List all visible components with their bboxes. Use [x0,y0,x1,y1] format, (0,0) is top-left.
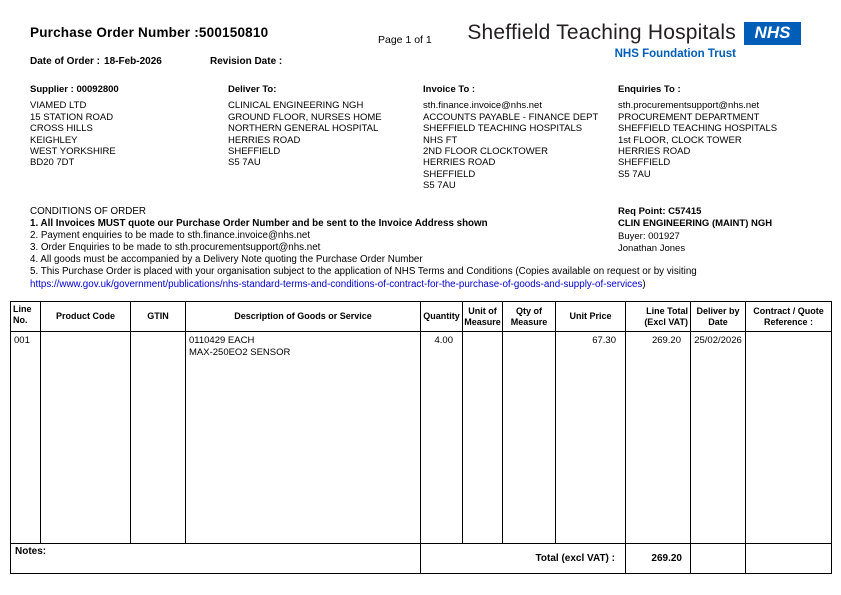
col-header-line-no: Line No. [11,302,41,332]
address-line: 2ND FLOOR CLOCKTOWER [423,146,548,158]
footer-empty-cell [691,544,746,574]
order-lines-table [10,301,832,574]
nhs-terms-link[interactable]: https://www.gov.uk/government/publications/nhs-standard-terms-and-conditions-of-contract-for-the-purchase-of-goods-and-supply-of-services [30,278,643,290]
enquiries-to-label: Enquiries To : [618,84,681,95]
nhs-logo-icon: NHS [744,22,801,45]
col-header-unit-price: Unit Price [556,302,626,332]
org-subtitle: NHS Foundation Trust [614,48,736,60]
address-line: 15 STATION ROAD [30,111,114,123]
address-line: GROUND FLOOR, NURSES HOME [228,111,382,123]
col-header-quantity: Quantity [421,302,463,332]
cell-qty-of-measure [503,332,556,544]
address-line: PROCUREMENT DEPARTMENT [618,111,760,123]
cell-line-total: 269.20 [626,332,691,544]
buyer-name: Jonathan Jones [618,243,686,255]
deliver-to-address-block [228,84,382,169]
link-suffix: ) [642,278,646,290]
table-footer-row [11,544,832,574]
cell-product-code [41,332,131,544]
condition-line-1: 1. All Invoices MUST quote our Purchase Order Number and be sent to the Invoice Address shown [30,218,488,230]
order-date-value: 18-Feb-2026 [104,56,162,67]
requisition-block [618,206,772,256]
address-line: SHEFFIELD TEACHING HOSPITALS [423,123,583,135]
col-header-description: Description of Goods or Service [186,302,421,332]
buyer-id: Buyer: 001927 [618,230,680,242]
address-line: HERRIES ROAD [423,157,496,169]
address-line: CROSS HILLS [30,123,93,135]
org-logo-block [467,21,801,60]
cell-gtin [131,332,186,544]
condition-line-5: 5. This Purchase Order is placed with your organisation subject to the application of NHS Terms and Conditions (Copies available on request or by visiting [30,266,697,278]
address-line: CLINICAL ENGINEERING NGH [228,100,364,112]
col-header-line-total: Line Total (Excl VAT) [626,302,691,332]
address-line: S5 7AU [423,180,456,192]
col-header-gtin: GTIN [131,302,186,332]
conditions-of-order [30,206,697,291]
invoice-to-label: Invoice To : [423,84,476,95]
address-line: NHS FT [423,134,458,146]
table-header-row [11,302,832,332]
col-header-contract-ref: Contract / Quote Reference : [746,302,832,332]
cell-quantity: 4.00 [421,332,463,544]
total-excl-vat-label: Total (excl VAT) : [421,544,626,574]
invoice-to-address-block [423,84,598,192]
col-header-deliver-by: Deliver by Date [691,302,746,332]
notes-label: Notes: [11,544,421,574]
description-line: 0110429 EACH [189,335,255,346]
condition-line-3: 3. Order Enquiries to be made to sth.procurementsupport@nhs.net [30,242,321,254]
col-header-unit-of-measure: Unit of Measure [463,302,503,332]
col-header-product-code: Product Code [41,302,131,332]
cell-deliver-by: 25/02/2026 [691,332,746,544]
address-line: KEIGHLEY [30,134,78,146]
address-line: SHEFFIELD [228,146,281,158]
address-line: WEST YORKSHIRE [30,146,116,158]
table-row [11,332,832,544]
req-department: CLIN ENGINEERING (MAINT) NGH [618,218,773,230]
cell-description [186,332,421,544]
cell-contract-ref [746,332,832,544]
supplier-code: 00092800 [76,84,119,95]
cell-unit-of-measure [463,332,503,544]
condition-line-4: 4. All goods must be accompanied by a Delivery Note quoting the Purchase Order Number [30,254,423,266]
address-line: VIAMED LTD [30,100,87,112]
revision-date-label: Revision Date : [210,56,283,67]
address-line: SHEFFIELD [618,157,671,169]
order-date [30,56,162,67]
condition-link-line [30,279,697,291]
col-header-qty-of-measure: Qty of Measure [503,302,556,332]
supplier-label [30,84,119,95]
address-line: sth.procurementsupport@nhs.net [618,100,760,112]
condition-line-2: 2. Payment enquiries to be made to sth.finance.invoice@nhs.net [30,230,311,242]
address-line: S5 7AU [618,168,651,180]
supplier-label-text: Supplier : [30,84,74,95]
address-line: BD20 7DT [30,157,75,169]
description-line: MAX-250EO2 SENSOR [189,346,291,358]
address-line: HERRIES ROAD [228,134,301,146]
page-indicator: Page 1 of 1 [378,34,432,46]
address-line: 1st FLOOR, CLOCK TOWER [618,134,742,146]
address-line: S5 7AU [228,157,261,169]
cell-unit-price: 67.30 [556,332,626,544]
supplier-address-block [30,84,119,169]
address-line: NORTHERN GENERAL HOSPITAL [228,123,379,135]
address-line: SHEFFIELD TEACHING HOSPITALS [618,123,778,135]
order-date-label: Date of Order : [30,56,101,67]
address-line: SHEFFIELD [423,168,476,180]
po-number-label: Purchase Order Number : [30,25,199,40]
footer-empty-cell [746,544,832,574]
cell-line-no: 001 [11,332,41,544]
po-number-value: 500150810 [198,25,269,40]
total-excl-vat-value: 269.20 [626,544,691,574]
org-name: Sheffield Teaching Hospitals [467,21,736,44]
conditions-title: CONDITIONS OF ORDER [30,206,146,217]
req-point: Req Point: C57415 [618,206,702,217]
address-line: ACCOUNTS PAYABLE - FINANCE DEPT [423,111,599,123]
address-line: HERRIES ROAD [618,146,691,158]
page-title [30,25,268,40]
enquiries-to-address-block [618,84,777,180]
address-line: sth.finance.invoice@nhs.net [423,100,542,112]
deliver-to-label: Deliver To: [228,84,277,95]
